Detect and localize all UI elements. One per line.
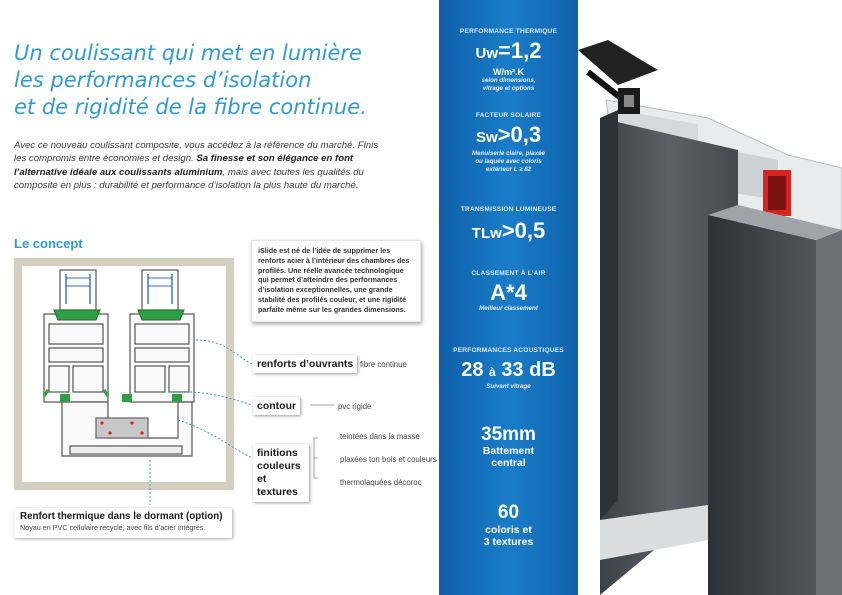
concept-note: iSlide est né de l’idée de supprimer les renforts acier à l’intérieur des chambres des profilés. Une réelle avancée technologique qui permet d’atteindre des performances d’isolation exceptionnelles, une grande stabilité des profilés couleur, et une rigidité parfaite même sur les grandes dimensions. <box>251 240 421 322</box>
headline-line-1: Un coulissant qui met en lumière <box>14 41 362 65</box>
spec-solar-note-1: Menuiserie claire, plaxée <box>472 150 545 157</box>
spec-light-prefix: TLw <box>471 225 502 242</box>
spec-acoustic-caption: PERFORMANCES ACOUSTIQUES <box>453 347 564 354</box>
concept-title: Le concept <box>14 236 83 251</box>
renfort-thermique-box <box>14 508 232 538</box>
spec-air <box>439 270 578 313</box>
finitions-line-1: finitions <box>257 447 298 459</box>
specs-panel <box>439 0 578 595</box>
callout-renforts: renforts d’ouvrants <box>253 355 357 373</box>
spec-thermal-note-2: vitrage et options <box>482 85 535 92</box>
spec-solar-value: >0,3 <box>497 122 542 147</box>
finitions-option-3: thermolaquées décoroc <box>340 478 422 487</box>
finitions-line-2: couleurs <box>257 460 301 472</box>
finitions-option-1: teintées dans la masse <box>340 432 420 441</box>
spec-acoustic-v2: 33 dB <box>501 359 556 381</box>
callout-contour: contour <box>253 397 300 415</box>
spec-solar-note-2: ou laquée avec coloris <box>475 158 542 165</box>
renfort-thermique-desc: Noyau en PVC cellulaire recyclé, avec fils d’acier intégrés. <box>20 523 206 532</box>
headline-line-3: et de rigidité de la fibre continue. <box>14 95 367 119</box>
spec-colors-line-1: coloris et <box>485 524 532 536</box>
intro-part-2: , mais avec toutes les qualités du composite en plus : durabilité et performance d’isolation la plus haute du marché. <box>14 166 364 192</box>
spec-air-note: Meilleur classement <box>479 305 538 312</box>
spec-battement-value: 35mm <box>481 424 536 445</box>
spec-acoustic-mid: à <box>489 365 496 379</box>
spec-light <box>439 206 578 246</box>
spec-solar-note-3: extérieur L ≥ 82 <box>485 166 532 173</box>
window-profile-photo <box>578 0 842 595</box>
spec-solar <box>439 112 578 174</box>
spec-light-value: >0,5 <box>501 218 546 243</box>
renfort-thermique-title: Renfort thermique dans le dormant (option) <box>20 511 223 522</box>
spec-thermal-value: =1,2 <box>498 38 542 63</box>
spec-light-caption: TRANSMISSION LUMINEUSE <box>460 206 557 213</box>
callout-contour-desc: pvc rigide <box>338 402 372 411</box>
spec-thermal-note-1: selon dimensions, <box>481 77 536 84</box>
spec-colors <box>439 502 578 548</box>
headline-line-2: les performances d’isolation <box>14 68 312 92</box>
spec-colors-line-2: 3 textures <box>483 536 534 548</box>
spec-acoustic-note: Suivant vitrage <box>486 383 531 390</box>
intro-part-1: Avec ce nouveau coulissant composite, vous accédez à la référence du marché. Finis les compromis entre économies et design. <box>14 140 379 165</box>
spec-air-caption: CLASSEMENT À L’AIR <box>471 270 546 277</box>
spec-thermal-unit: W/m².K <box>493 67 524 77</box>
intro-bold: Sa finesse et son élégance en font l’alternative idéale aux coulissants aluminium <box>14 153 354 178</box>
spec-acoustic-v1: 28 <box>461 359 484 381</box>
spec-thermal-prefix: Uw <box>475 45 499 62</box>
spec-colors-value: 60 <box>497 502 520 523</box>
spec-solar-prefix: Sw <box>475 129 498 146</box>
spec-battement-line-1: Battement <box>482 445 535 457</box>
spec-thermal-caption: PERFORMANCE THERMIQUE <box>459 28 558 35</box>
spec-battement <box>439 424 578 469</box>
finitions-line-3: et textures <box>257 473 298 498</box>
spec-thermal <box>439 28 578 93</box>
callout-renforts-desc: fibre continue <box>360 360 407 369</box>
spec-battement-line-2: central <box>491 457 526 469</box>
spec-air-value: A*4 <box>490 280 527 305</box>
callout-finitions <box>253 444 309 502</box>
spec-solar-caption: FACTEUR SOLAIRE <box>475 112 542 119</box>
spec-acoustic <box>439 347 578 391</box>
finitions-option-2: plaxées ton bois et couleurs <box>340 455 437 464</box>
